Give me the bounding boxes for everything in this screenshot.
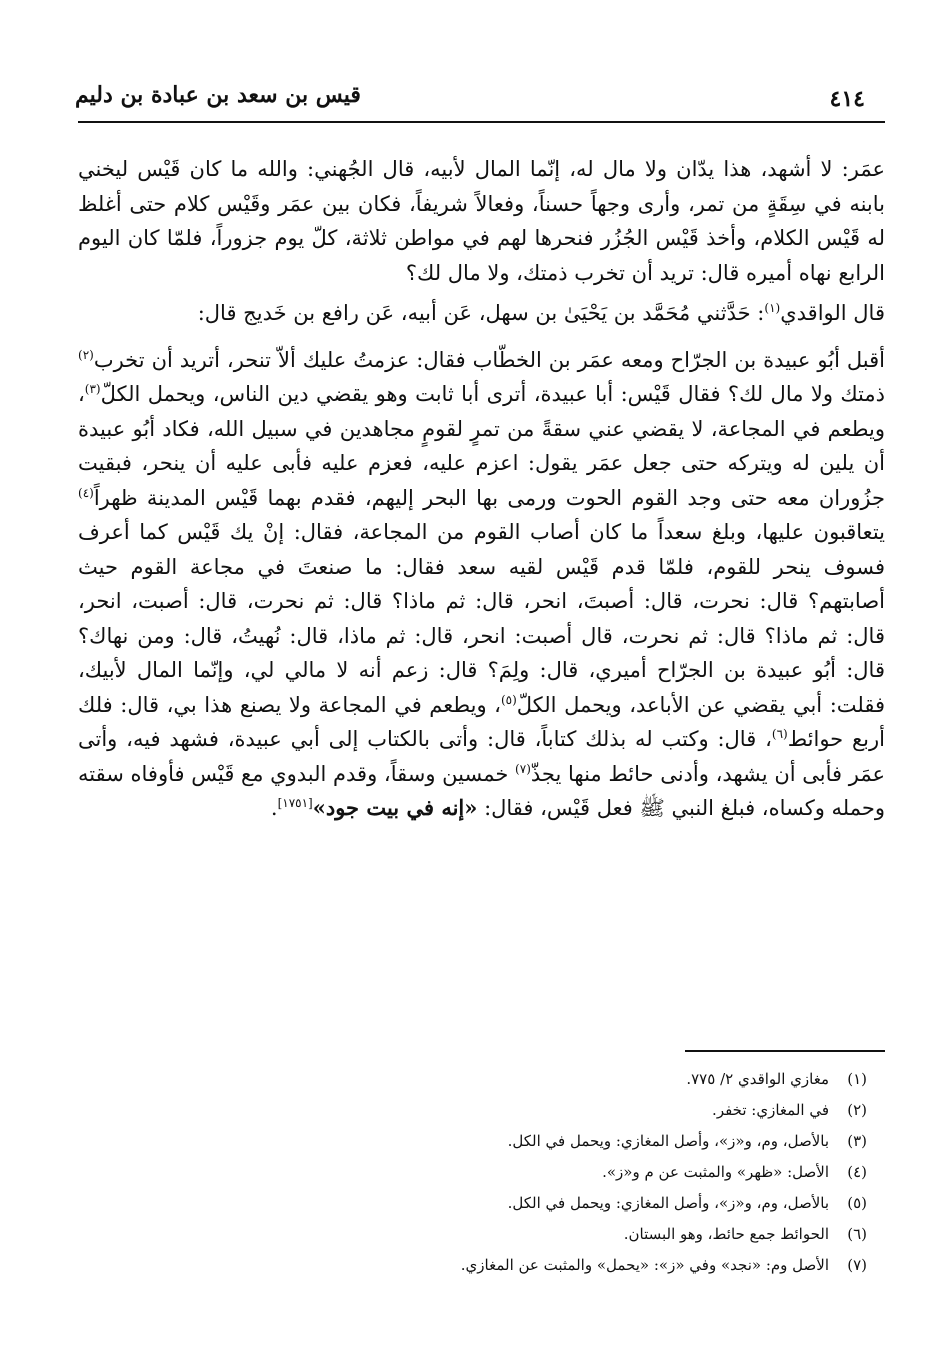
paragraph-3-text-g: خمسين وسقاً، وقدم البدوي مع قَيْس فأوفاه سقته وحمله وكساه، فبلغ النبي ﷺ فعل قَيْس، فقال: [78,761,885,820]
footnote-number: (٧) [847,1256,867,1274]
paragraph-1: عمَر: لا أشهد، هذا يدّان ولا مال له، إنّما المال لأبيه، قال الجُهني: والله ما كان قَيْس ليخني بابنه في سِقَةٍ من تمر، وأرى وجهاً حسناً، وفعالاً شريفاً، فكان بين عمَر وقَيْس كلام حتى أغلظ له قَيْس الكلام، وأخذ قَيْس الجُزُر فنحرها لهم في مواطن ثلاثة، كلّ يوم جزوراً، فلمّا كان اليوم الرابع نهاه أميره قال: تريد أن تخرب ذمتك، ولا مال لك؟ [78,157,885,285]
footnote-text: الأصل: «ظهر» والمثبت عن م و«ز». [602,1163,829,1181]
footnote-marker-3: (٣) [84,382,101,396]
header-rule [78,121,885,123]
footnote-text: مغازي الواقدي ٢/ ٧٧٥. [686,1070,829,1088]
footnote-marker-7: (٧) [515,761,531,776]
running-title: قيس بن سعد بن عبادة بن دليم [75,82,361,108]
footnote-item [78,1095,867,1126]
footnote-item [78,1157,867,1188]
footnote-number: (٤) [847,1163,867,1181]
footnote-marker-1: (١) [764,301,781,315]
footnote-marker-6: (٦) [771,727,788,741]
footnote-item [78,1219,867,1250]
footnote-number: (٢) [847,1101,867,1119]
paragraph-3-text-c: ، ويطعم في المجاعة، لا يقضي عني سقةً من تمرٍ لقومٍ مجاهدين في سبيل الله، فكاد أبُو عبيدة أن يلين له ويتركه حتى جعل عمَر يقول: اعزم عليه، فعزم عليه فأبى عليه أن ينحر، فبقيت جزُوران معه حتى وجد القوم الحوت ورمى بها البحر إليهم، فقدم بهما قَيْس المدينة ظهراً [78,382,885,510]
paragraph-3-end: . [270,796,278,820]
paragraph-3-text-b: ذمتك ولا مال لك؟ فقال قَيْس: أبا عبيدة، أترى أبا ثابت وهو يقضي دين الناس، ويحمل الكلّ [100,382,885,406]
footnote-marker-2: (٢) [78,347,94,362]
hadith-reference: [١٧٥١] [277,796,313,810]
footnote-item [78,1064,867,1095]
footnote-item [78,1250,867,1281]
footnote-text: الحوائط جمع حائط، وهو البستان. [623,1225,829,1243]
footnote-marker-5: (٥) [500,692,517,707]
footnote-marker-4: (٤) [78,485,94,500]
paragraph-3-text-f: ، قال: وكتب له بذلك كتاباً، قال: وأتى بالكتاب إلى أبي عبيدة، فشهد فيه، وأتى عمَر فأبى أن يشهد، وأدنى حائط منها يجذّ [78,727,885,786]
footnote-text: بالأصل، وم، و«ز»، وأصل المغازي: ويحمل في الكل. [507,1194,829,1212]
footnote-text: بالأصل، وم، و«ز»، وأصل المغازي: ويحمل في الكل. [507,1132,829,1150]
footnote-number: (٣) [847,1132,867,1150]
body-text [78,152,885,826]
page-header [75,82,885,122]
paragraph-2 [78,296,885,331]
footnote-number: (١) [847,1070,867,1088]
paragraph-3 [78,343,885,826]
footnote-text: في المغازي: تخفر. [712,1101,829,1119]
footnote-item [78,1188,867,1219]
footnote-rule [685,1050,885,1052]
paragraph-2-text-a: قال الواقدي [780,301,885,325]
paragraph-2-text-b: : حَدَّثني مُحَمَّد بن يَحْيَىٰ بن سهل، عَن أبيه، عَن رافع بن خَديج قال: [197,301,765,325]
footnote-item [78,1126,867,1157]
hadith-quote: «إنه في بيت جود» [312,795,478,820]
footnote-number: (٥) [847,1194,867,1212]
paragraph-3-text-d: يتعاقبون عليها، وبلغ سعداً ما كان أصاب القوم من المجاعة، فقال: إنْ يك قَيْس كما أعرف فسوف ينحر للقوم، فلمّا قدم قَيْس لقيه سعد فقال: ما صنعتَ في مجاعة القوم حيث أصابتهم؟ قال: نحرت، قال: أصبتَ، انحر، قال: ثم ماذا؟ قال: ثم نحرت، قال: أصبت، انحر، قال: ثم ماذا؟ قال: ثم نحرت، قال أصبت: انحر، قال: ثم ماذا، قال: نُهيتُ، قال: ومن نهاك؟ قال: أبُو عبيدة بن الجرّاح أميري، قال: ولِمَ؟ قال: زعم أنه لا مالي لي، وإنّما المال لأبيك، فقلت: أبي يقضي عن الأباعد، ويحمل الكلّ [78,520,885,717]
paragraph-3-text-e: ، ويطعم في المجاعة ولا يصنع هذا بي، قال: فلك أربع حوائط [78,692,885,751]
footnotes [78,1064,867,1281]
footnote-number: (٦) [847,1225,867,1243]
footnote-text: الأصل وم: «نجد» وفي «ز»: «يحمل» والمثبت عن المغازي. [460,1256,829,1274]
paragraph-3-text-a: أقبل أبُو عبيدة بن الجرّاح ومعه عمَر بن الخطّاب فقال: عزمتُ عليك ألاّ تنحر، أتريد أن تخرب [93,347,885,372]
page-number: ٤١٤ [829,86,865,112]
